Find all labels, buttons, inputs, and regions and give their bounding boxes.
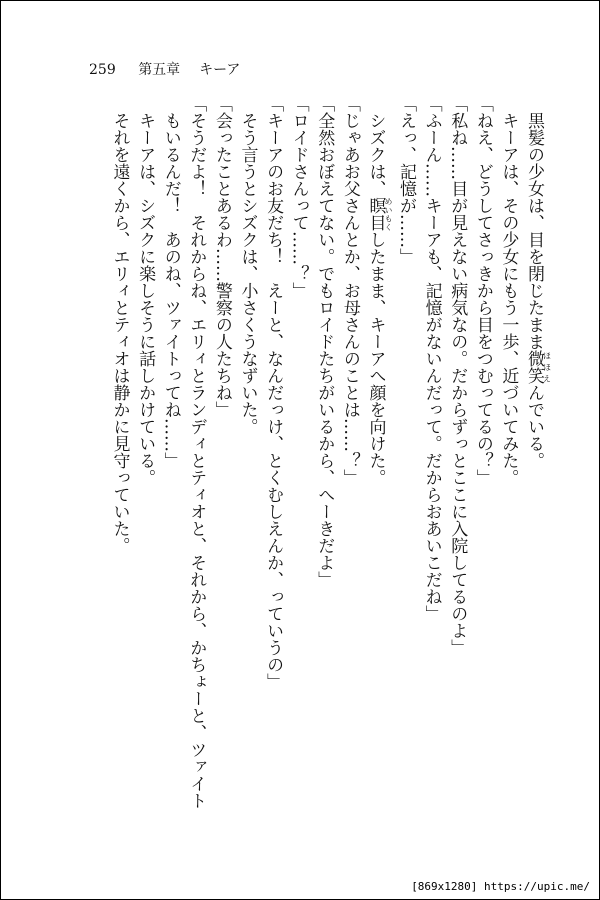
text-line — [392, 95, 418, 855]
text-line — [520, 95, 551, 855]
text-line — [285, 95, 311, 855]
line-text: キーアは、シズクに楽しそうに話しかけている。 — [135, 112, 156, 486]
text-line — [311, 95, 337, 855]
line-text: 黒髪の少女は、目を閉じたまま — [524, 112, 544, 350]
line-text: 「ふーん……キーアも、記憶がないんだって。だからおあいこだね」 — [421, 95, 442, 622]
line-text-after: んでいる。 — [524, 384, 544, 469]
line-text: それを遠くから、エリィとティオは静かに見守っていた。 — [109, 112, 130, 554]
line-text: 「私ね……目が見えない病気なの。だからずっとここに入院してるのよ」 — [447, 95, 468, 656]
text-line — [469, 95, 495, 855]
text-line — [106, 95, 132, 855]
furigana-word — [365, 197, 393, 231]
text-line — [418, 95, 444, 855]
line-text: 「全然おぼえてない。でもロイドたちがいるから、へーきだよ」 — [314, 95, 335, 588]
furigana-reading: ほほえ — [542, 350, 552, 384]
text-line — [495, 95, 521, 855]
line-text: 「ロイドさんって……？」 — [288, 95, 309, 299]
furigana-base: 瞑目 — [365, 197, 386, 231]
furigana-base: 微笑 — [524, 350, 544, 384]
text-line — [259, 95, 285, 855]
line-text: 「そうだよ！ それからね、エリィとランディとティオと、それから、かちょーと、ツァイト — [186, 95, 207, 809]
line-text: 「キーアのお友だち！ えーと、なんだっけ、とくむしえんか、っていうの」 — [263, 95, 284, 690]
text-line — [208, 95, 234, 855]
vertical-text-body — [106, 95, 551, 855]
page-header — [89, 59, 240, 79]
text-line — [132, 95, 158, 855]
image-size-watermark: [869x1280] https://upic.me/ — [408, 879, 593, 894]
text-line — [362, 95, 393, 855]
chapter-title: キーア — [199, 62, 241, 78]
furigana-word — [524, 350, 552, 384]
line-text: シズクは、 — [365, 112, 386, 197]
text-line — [444, 95, 470, 855]
line-text: そう言うとシズクは、小さくうなずいた。 — [237, 112, 258, 435]
line-text: 「じゃあお父さんとか、お母さんのことは……？」 — [339, 95, 360, 486]
page-number: 259 — [89, 62, 116, 78]
furigana-reading: めいもく — [383, 197, 393, 231]
line-text-after: したまま、キーアへ顔を向けた。 — [365, 231, 386, 486]
text-line — [183, 95, 209, 855]
line-text: 「会ったことあるわ……警察の人たちね」 — [211, 95, 232, 418]
chapter-number: 第五章 — [138, 62, 181, 78]
line-text: 「ねえ、どうしてさっきから目をつむってるの？」 — [472, 95, 493, 486]
line-text: もいるんだ！ あのね、ツァイトってね……」 — [160, 112, 181, 469]
text-line — [157, 95, 183, 855]
text-line — [234, 95, 260, 855]
line-text: 「えっ、記憶が……」 — [396, 95, 417, 265]
line-text: キーアは、その少女にもう一歩、近づいてみた。 — [498, 112, 519, 486]
text-line — [336, 95, 362, 855]
